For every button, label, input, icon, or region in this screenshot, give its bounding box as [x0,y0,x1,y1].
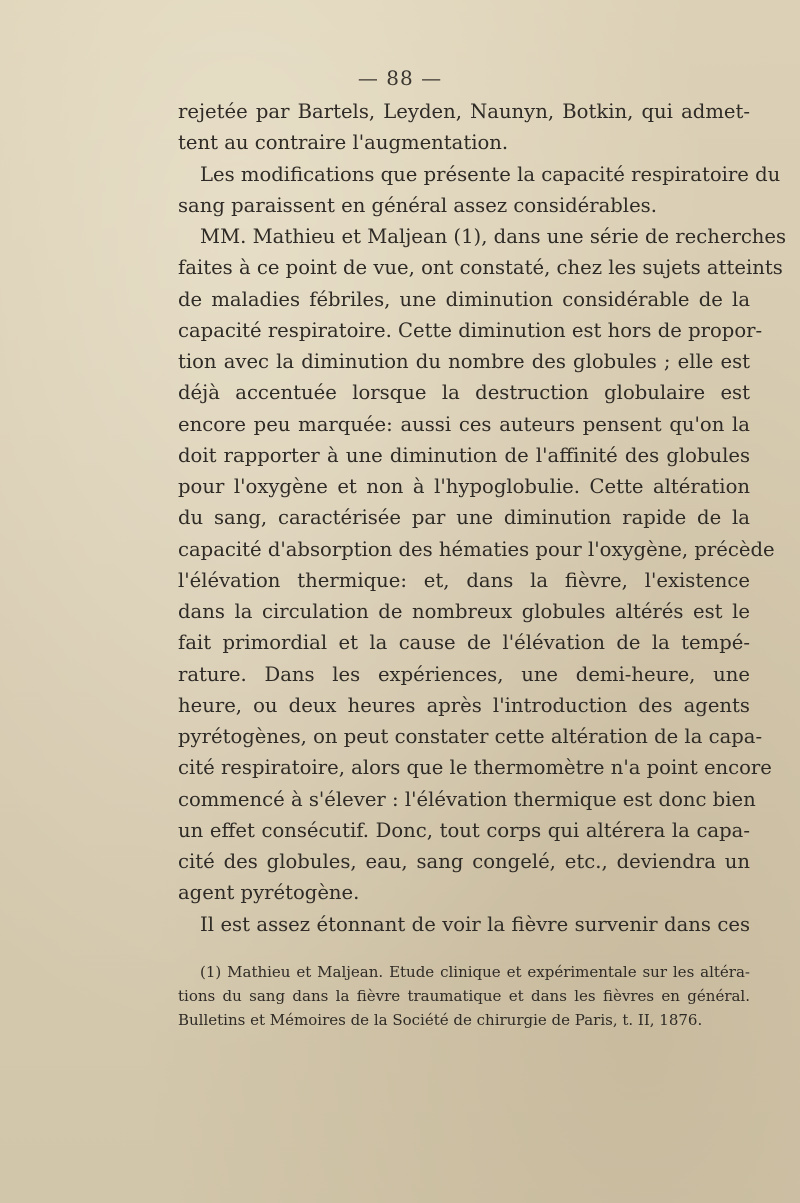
text-line: déjà accentuée lorsque la destruction globulaire est [178,381,750,405]
text-line: du sang, caractérisée par une diminution rapide de la [178,506,750,530]
text-line: doit rapporter à une diminution de l'affinité des globules [178,443,750,467]
text-line: commencé à s'élever : l'élévation thermique est donc bien [178,787,756,811]
text-line: cité respiratoire, alors que le thermomètre n'a point encore [178,756,772,780]
text-line: rature. Dans les expériences, une demi-heure, une [178,662,750,686]
text-line: heure, ou deux heures après l'introduction des agents [178,693,750,717]
page-number: — 88 — [357,66,443,90]
text-line: sang paraissent en général assez considérables. [178,193,657,217]
text-line: agent pyrétogène. [178,881,360,905]
footnote-line: (1) Mathieu et Maljean. Etude clinique et expérimentale sur les altéra- [200,963,750,981]
text-line: faites à ce point de vue, ont constaté, chez les sujets atteints [178,256,783,280]
text-line: de maladies fébriles, une diminution considérable de la [178,287,750,311]
text-line: tion avec la diminution du nombre des globules ; elle est [178,350,750,373]
text-line: Les modifications que présente la capacité respiratoire du [200,162,781,186]
text-line: Il est assez étonnant de voir la fièvre survenir dans ces [200,912,750,936]
text-line: l'élévation thermique: et, dans la fièvre, l'existence [178,568,750,592]
text-line: capacité d'absorption des hématies pour l'oxygène, précède [178,537,775,561]
footnote-line: tions du sang dans la fièvre traumatique et dans les fièvres en général. [178,987,750,1005]
footnote-line: Bulletins et Mémoires de la Société de chirurgie de Paris, t. II, 1876. [178,1011,703,1029]
footnote [178,960,750,1032]
text-line: pyrétogènes, on peut constater cette altération de la capa- [178,725,763,748]
text-line: encore peu marquée: aussi ces auteurs pensent qu'on la [178,412,750,436]
main-text [178,96,787,940]
text-line: capacité respiratoire. Cette diminution est hors de propor- [178,318,763,342]
text-line: rejetée par Bartels, Leyden, Naunyn, Botkin, qui admet- [178,100,750,123]
text-line: dans la circulation de nombreux globules altérés est le [178,600,750,623]
text-line: tent au contraire l'augmentation. [178,131,509,155]
text-line: un effet consécutif. Donc, tout corps qui altérera la capa- [178,818,750,842]
text-line: MM. Mathieu et Maljean (1), dans une série de recherches [200,225,787,248]
text-line: fait primordial et la cause de l'élévation de la tempé- [178,631,750,655]
text-line: pour l'oxygène et non à l'hypoglobulie. Cette altération [178,475,750,498]
text-line: cité des globules, eau, sang congelé, etc., deviendra un [178,850,750,873]
